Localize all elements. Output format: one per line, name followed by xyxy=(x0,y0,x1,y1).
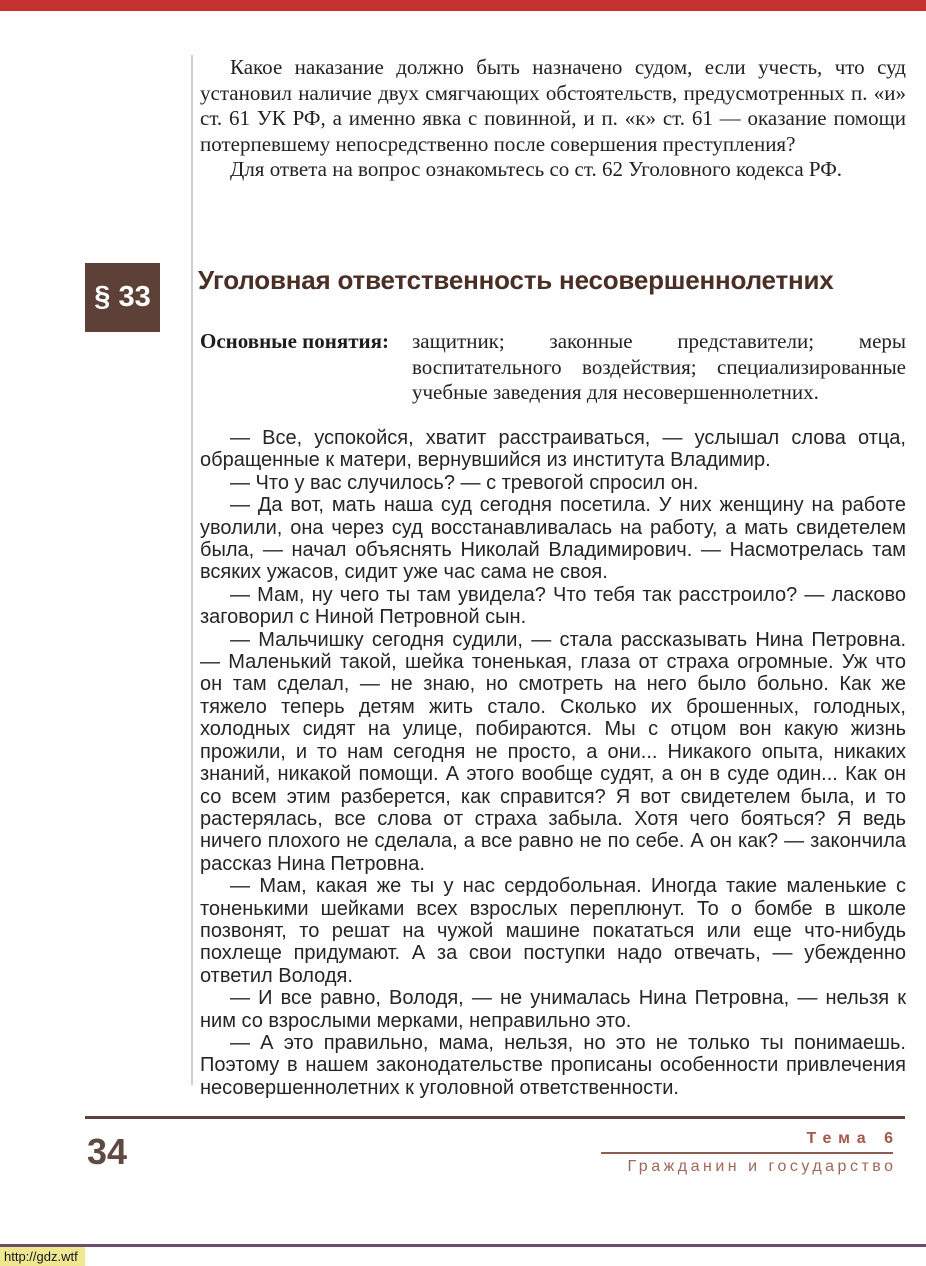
key-concepts-block xyxy=(200,329,906,406)
dialogue-text-block xyxy=(200,427,906,1099)
paragraph: — Мальчишку сегодня судили, — стала рассказывать Нина Петровна. — Маленький такой, шейка тоненькая, глаза от страха огромные. Уж что он там сделал, — не знаю, но смотреть на него было больно. Как же тяжело теперь детям жить стало. Сколько их брошенных, голодных, холодных сидят на улице, побираются. Мы с отцом вон какую жизнь прожили, и то нам сегодня не просто, а они... Никакого опыта, никаких знаний, никакой помощи. А этого вообще судят, а он в суде один... Как он со всем этим разберется, как справится? Я вот свидетелем была, и то растерялась, все слова от страха забыла. Хотя чего бояться? Я ведь ничего плохого не сделала, а все равно не по себе. А он как? — закончила рассказ Нина Петровна. xyxy=(200,628,906,875)
viewer-top-red-bar xyxy=(0,0,926,11)
viewer-bottom-purple-line xyxy=(0,1244,926,1247)
paragraph: Какое наказание должно быть назначено судом, если учесть, что суд установил наличие двух смягчающих обстоятельств, предусмотренных п. «и» ст. 61 УК РФ, а именно явка с повинной, и п. «к» ст. 61 — оказание помощи потерпевшему непосредственно после совершения преступления? xyxy=(200,55,906,156)
paragraph: — Мам, ну чего ты там увидела? Что тебя так расстроило? — ласково заговорил с Ниной Петровной сын. xyxy=(200,583,906,629)
section-title: Уголовная ответственность несовершеннолетних xyxy=(198,265,834,295)
page-number: 34 xyxy=(87,1131,128,1172)
intro-question-block xyxy=(200,55,906,183)
paragraph: Для ответа на вопрос ознакомьтесь со ст. 62 Уголовного кодекса РФ. xyxy=(230,157,843,181)
paragraph: — Что у вас случилось? — с тревогой спросил он. xyxy=(230,471,699,494)
footer-theme-label: Тема 6 xyxy=(806,1130,900,1147)
footer-rule xyxy=(85,1116,905,1119)
section-number-badge: § 33 xyxy=(85,263,160,332)
paragraph: — А это правильно, мама, нельзя, но это не только ты понимаешь. Поэтому в нашем законодательстве прописаны особенности привлечения несовершеннолетних к уголовной ответственности. xyxy=(200,1031,906,1099)
footer-theme-subtitle: Гражданин и государство xyxy=(627,1158,897,1175)
paragraph: — И все равно, Володя, — не унималась Нина Петровна, — нельзя к ним со взрослыми мерками, неправильно это. xyxy=(200,987,906,1032)
paragraph: — Да вот, мать наша суд сегодня посетила. У них женщину на работе уволили, она через суд восстанавливалась на работу, а мать свидетелем была, — начал объяснять Николай Владимирович. — Насмотрелась там всяких ужасов, сидит уже час сама не своя. xyxy=(200,494,906,584)
watermark-url-label: http://gdz.wtf xyxy=(0,1247,85,1266)
key-concepts-label: Основные понятия: xyxy=(200,329,389,353)
key-concepts-text: защитник; законные представители; меры воспитательного воздействия; специализированные учебные заведения для несовершеннолетних. xyxy=(412,329,906,404)
page-margin-rule xyxy=(191,55,193,1085)
paragraph: — Мам, какая же ты у нас сердобольная. Иногда такие маленькие с тоненькими шейками всех взрослых переплюнут. То о бомбе в школе позвонят, то решат на чужой машине покататься или еще что-нибудь похлеще придумают. А за свои поступки надо отвечать, — убежденно ответил Володя. xyxy=(200,875,906,987)
footer-theme-rule xyxy=(601,1152,893,1154)
footer-theme-block xyxy=(601,1130,900,1176)
paragraph: — Все, успокойся, хватит расстраиваться, — услышал слова отца, обращенные к матери, вернувшийся из института Владимир. xyxy=(200,427,906,472)
